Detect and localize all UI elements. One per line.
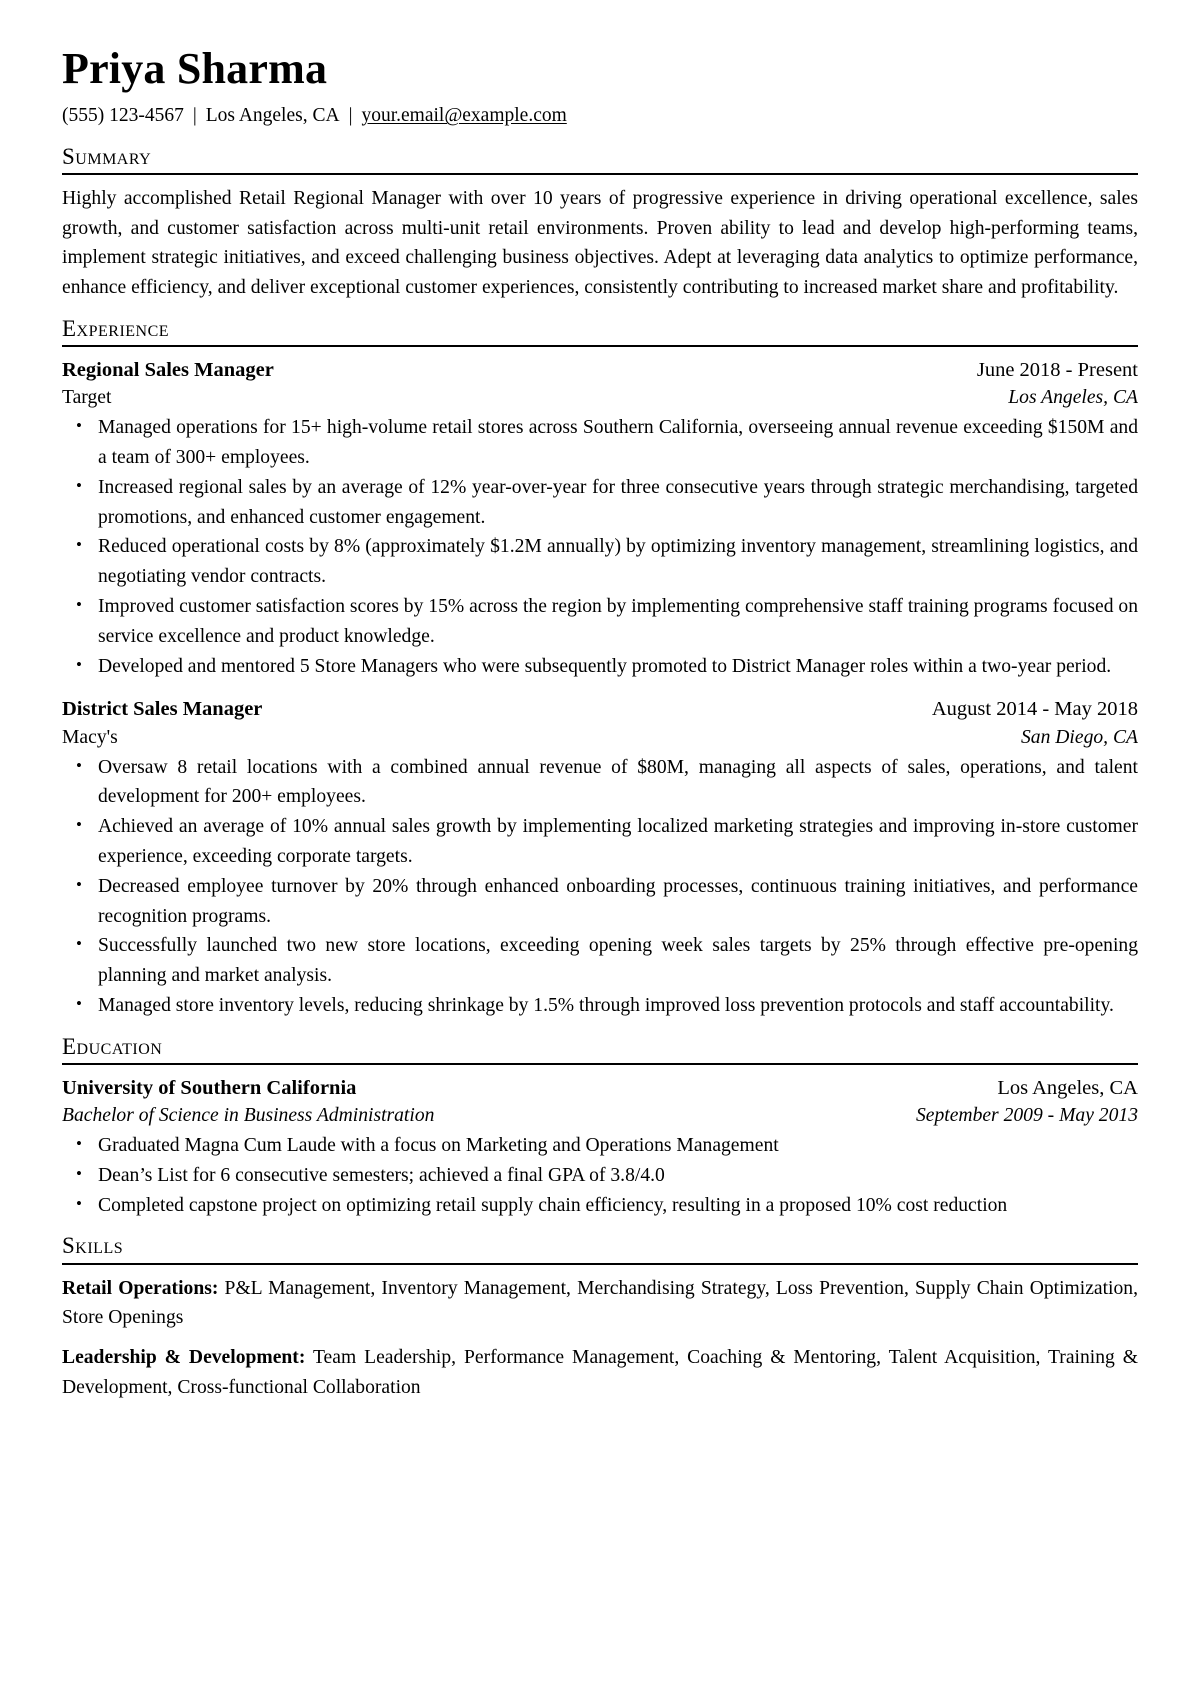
list-item: • Increased regional sales by an average of 12% year-over-year for three consecutive years through strategic merchandising, targeted promotions, and enhanced customer engagement. (62, 473, 1138, 533)
education-entry-subheader (62, 1102, 1138, 1129)
contact-separator-1: | (192, 105, 197, 127)
education-dates: September 2009 - May 2013 (915, 1105, 1138, 1127)
company-name: Macy's (62, 726, 118, 748)
section-rule-skills (62, 1263, 1138, 1265)
list-item: • Reduced operational costs by 8% (approximately $1.2M annually) by optimizing inventory management, streamlining logistics, and negotiating vendor contracts. (62, 532, 1138, 592)
experience-entry (62, 356, 1138, 681)
education-bullet-list (62, 1131, 1138, 1220)
list-item: • Improved customer satisfaction scores by 15% across the region by implementing comprehensive staff training programs focused on service excellence and product knowledge. (62, 592, 1138, 652)
job-bullet-list (62, 753, 1138, 1021)
job-location: San Diego, CA (1020, 726, 1138, 748)
experience-entry-header (62, 695, 1138, 723)
section-heading-summary: Summary (62, 143, 152, 169)
degree-name: Bachelor of Science in Business Administration (62, 1105, 435, 1127)
job-title: District Sales Manager (62, 698, 263, 721)
list-item: • Managed store inventory levels, reducing shrinkage by 1.5% through improved loss prevention protocols and staff accountability. (62, 991, 1138, 1021)
section-rule-experience (62, 345, 1138, 347)
section-rule-education (62, 1063, 1138, 1065)
job-bullet-list (62, 413, 1138, 681)
contact-line (62, 103, 1138, 128)
education-entry (62, 1074, 1138, 1221)
list-item: • Developed and mentored 5 Store Managers who were subsequently promoted to District Manager roles within a two-year period. (62, 652, 1138, 682)
page-title: Priya Sharma (62, 44, 328, 93)
section-heading-education: Education (62, 1033, 163, 1059)
school-location: Los Angeles, CA (997, 1076, 1138, 1099)
skill-category-label: Leadership & Development: (62, 1347, 306, 1369)
section-education (62, 1033, 1138, 1221)
contact-email-link[interactable]: your.email@example.com (361, 105, 567, 127)
job-dates: August 2014 - May 2018 (931, 698, 1138, 721)
list-item: • Managed operations for 15+ high-volume retail stores across Southern California, overseeing annual revenue exceeding $150M and a team of 300+ employees. (62, 413, 1138, 473)
skill-category-label: Retail Operations: (62, 1277, 219, 1299)
skill-group (62, 1343, 1138, 1403)
education-entry-header (62, 1074, 1138, 1102)
job-title: Regional Sales Manager (62, 358, 274, 381)
experience-entry-header (62, 356, 1138, 384)
job-dates: June 2018 - Present (976, 358, 1138, 381)
list-item: • Decreased employee turnover by 20% through enhanced onboarding processes, continuous training initiatives, and performance recognition programs. (62, 872, 1138, 932)
section-skills (62, 1232, 1138, 1402)
contact-location: Los Angeles, CA (205, 105, 340, 127)
experience-entry (62, 695, 1138, 1020)
skill-items: Team Leadership, Performance Management, Coaching & Mentoring, Talent Acquisition, Training & Development, Cross-functional Collaboration (62, 1347, 1138, 1398)
company-name: Target (62, 387, 112, 409)
section-rule-summary (62, 173, 1138, 175)
contact-phone: (555) 123-4567 (62, 105, 184, 127)
summary-paragraph: Highly accomplished Retail Regional Manager with over 10 years of progressive experience in driving operational excellence, sales growth, and customer satisfaction across multi-unit retail environments. Proven ability to lead and develop high-performing teams, implement strategic initiatives, and exceed challenging business objectives. Adept at leveraging data analytics to optimize performance, enhance efficiency, and deliver exceptional customer experiences, consistently contributing to increased market share and profitability. (62, 187, 1138, 299)
section-heading-experience: Experience (62, 315, 170, 341)
list-item: • Graduated Magna Cum Laude with a focus on Marketing and Operations Management (62, 1131, 1138, 1161)
list-item: • Achieved an average of 10% annual sales growth by implementing localized marketing strategies and improving in-store customer experience, exceeding corporate targets. (62, 812, 1138, 872)
experience-entry-subheader (62, 724, 1138, 751)
list-item: • Oversaw 8 retail locations with a combined annual revenue of $80M, managing all aspects of sales, operations, and talent development for 200+ employees. (62, 753, 1138, 813)
contact-separator-2: | (348, 105, 353, 127)
skill-group (62, 1274, 1138, 1334)
job-location: Los Angeles, CA (1008, 387, 1138, 409)
section-experience (62, 315, 1138, 1021)
skill-items: P&L Management, Inventory Management, Merchandising Strategy, Loss Prevention, Supply Chain Optimization, Store Openings (62, 1277, 1138, 1329)
section-summary (62, 143, 1138, 303)
list-item: • Dean’s List for 6 consecutive semesters; achieved a final GPA of 3.8/4.0 (62, 1161, 1138, 1191)
section-heading-skills: Skills (62, 1233, 124, 1259)
school-name: University of Southern California (62, 1076, 357, 1099)
list-item: • Successfully launched two new store locations, exceeding opening week sales targets by 25% through effective pre-opening planning and market analysis. (62, 931, 1138, 991)
list-item: • Completed capstone project on optimizing retail supply chain efficiency, resulting in a proposed 10% cost reduction (62, 1191, 1138, 1221)
experience-entry-subheader (62, 384, 1138, 411)
